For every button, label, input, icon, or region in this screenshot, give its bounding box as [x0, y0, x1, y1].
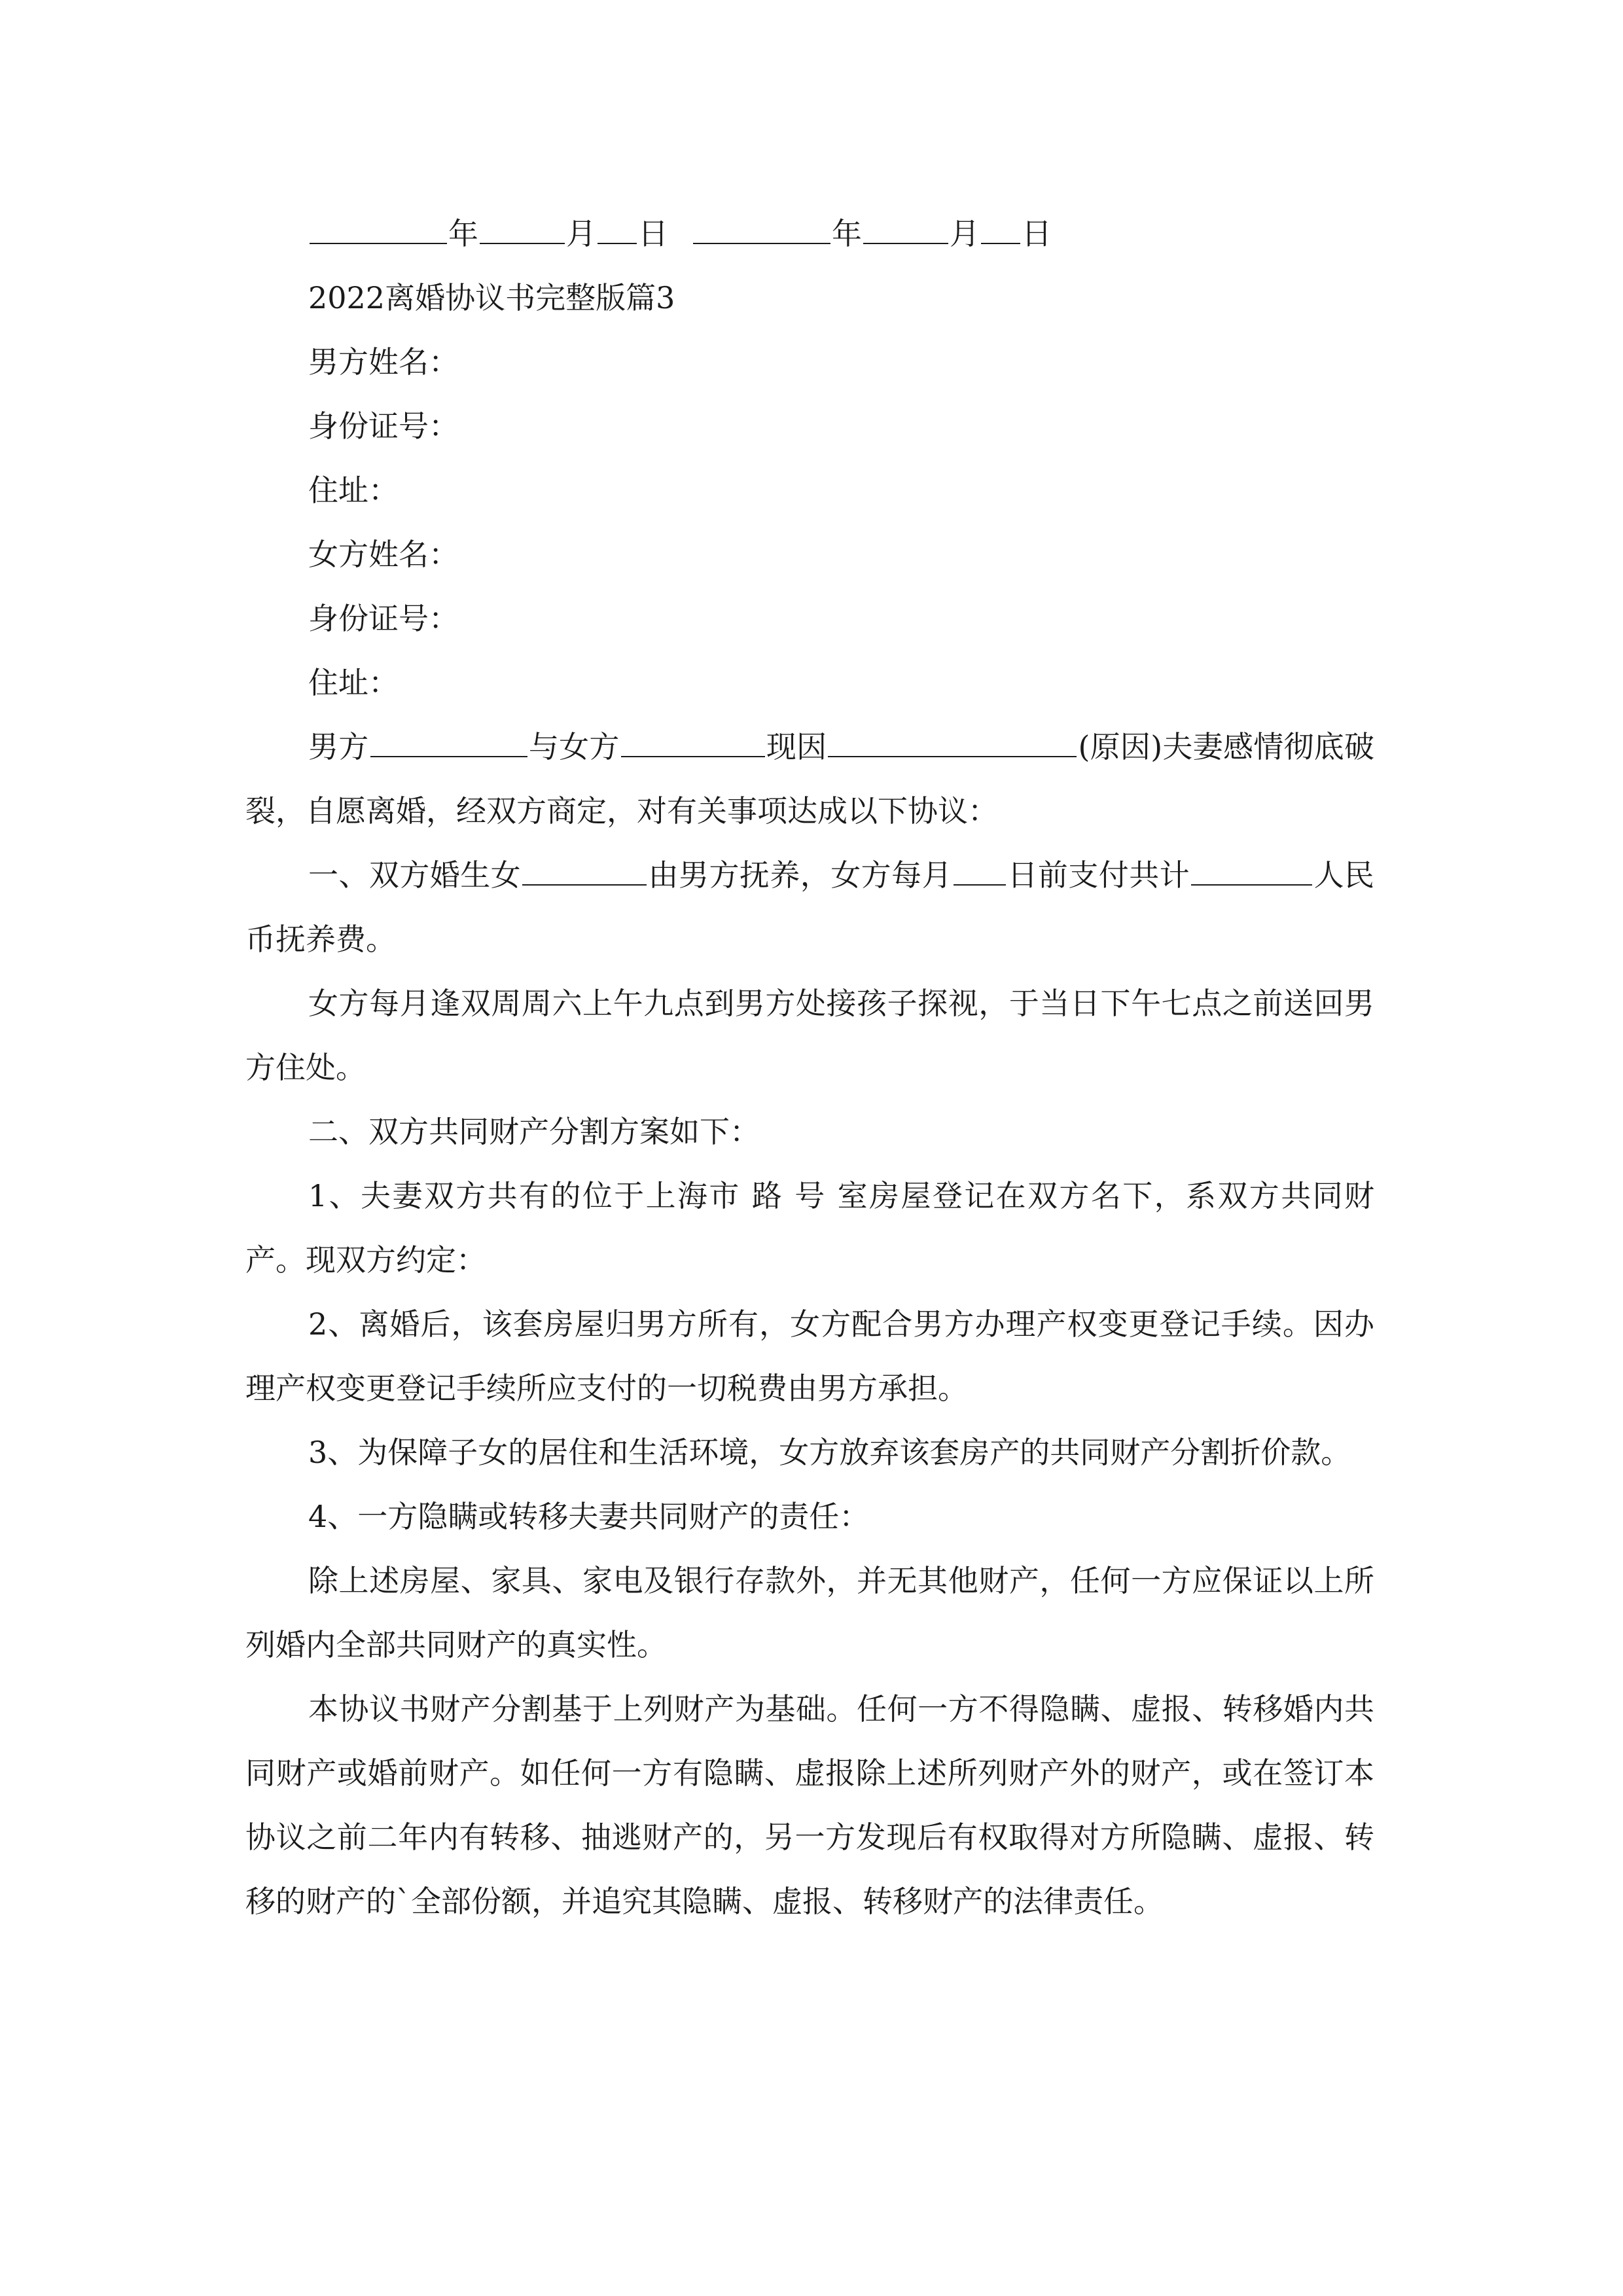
blank-day-1 — [597, 213, 637, 244]
female-address-field: 住址： — [308, 665, 399, 700]
property-item-2: 2、离婚后，该套房屋归男方所有，女方配合男方办理产权变更登记手续。因办理产权变更登记手续所应支付的一切税费由男方承担。 — [245, 1306, 1374, 1406]
male-name-field: 男方姓名： — [308, 344, 459, 380]
property-item-3: 3、为保障子女的居住和生活环境，女方放弃该套房产的共同财产分割折价款。 — [308, 1435, 1351, 1470]
property-item-1: 1、夫妻双方共有的位于上海市 路 号 室房屋登记在双方名下，系双方共同财产。现双方约定： — [245, 1178, 1374, 1278]
clause-1: 一、双方婚生女 由男方抚养，女方每月 日前支付共计 人民币抚养费。 — [245, 843, 1374, 971]
blank-day-2 — [981, 213, 1020, 244]
blank-female-name — [621, 726, 765, 757]
blank-month-2 — [863, 213, 948, 244]
female-name-field: 女方姓名： — [308, 537, 459, 572]
blank-reason — [828, 726, 1077, 757]
property-truth-paragraph: 除上述房屋、家具、家电及银行存款外，并无其他财产，任何一方应保证以上所列婚内全部共同财产的真实性。 — [245, 1563, 1374, 1662]
month-label: 月 — [566, 216, 596, 251]
property-item-4: 4、一方隐瞒或转移夫妻共同财产的责任： — [308, 1499, 870, 1534]
blank-male-name — [370, 726, 527, 757]
blank-amount — [1191, 854, 1312, 886]
day-label: 日 — [1022, 216, 1052, 251]
year-label: 年 — [448, 216, 478, 251]
section-title: 2022离婚协议书完整版篇3 — [308, 280, 675, 315]
male-id-field: 身份证号： — [308, 408, 459, 444]
visitation-paragraph: 女方每月逢双周周六上午九点到男方处接孩子探视，于当日下午七点之前送回男方住处。 — [245, 986, 1374, 1085]
month-label: 月 — [950, 216, 980, 251]
blank-pay-day — [954, 854, 1006, 886]
blank-year-1 — [310, 213, 447, 244]
intro-paragraph: 男方 与女方 现因 (原因)夫妻感情彻底破裂，自愿离婚，经双方商定，对有关事项达成以下协议： — [245, 715, 1374, 843]
year-label: 年 — [832, 216, 862, 251]
clause-2-title: 二、双方共同财产分割方案如下： — [308, 1114, 760, 1149]
female-id-field: 身份证号： — [308, 601, 459, 636]
blank-child-name — [522, 854, 647, 886]
date-line — [245, 202, 1374, 266]
liability-paragraph: 本协议书财产分割基于上列财产为基础。任何一方不得隐瞒、虚报、转移婚内共同财产或婚前财产。如任何一方有隐瞒、虚报除上述所列财产外的财产，或在签订本协议之前二年内有转移、抽逃财产的，另一方发现后有权取得对方所隐瞒、虚报、转移的财产的`全部份额，并追究其隐瞒、虚报、转移财产的法律责任。 — [245, 1691, 1374, 1919]
blank-year-2 — [693, 213, 830, 244]
male-address-field: 住址： — [308, 473, 399, 508]
document-body — [245, 202, 1374, 1933]
blank-month-1 — [480, 213, 565, 244]
day-label: 日 — [638, 216, 668, 251]
